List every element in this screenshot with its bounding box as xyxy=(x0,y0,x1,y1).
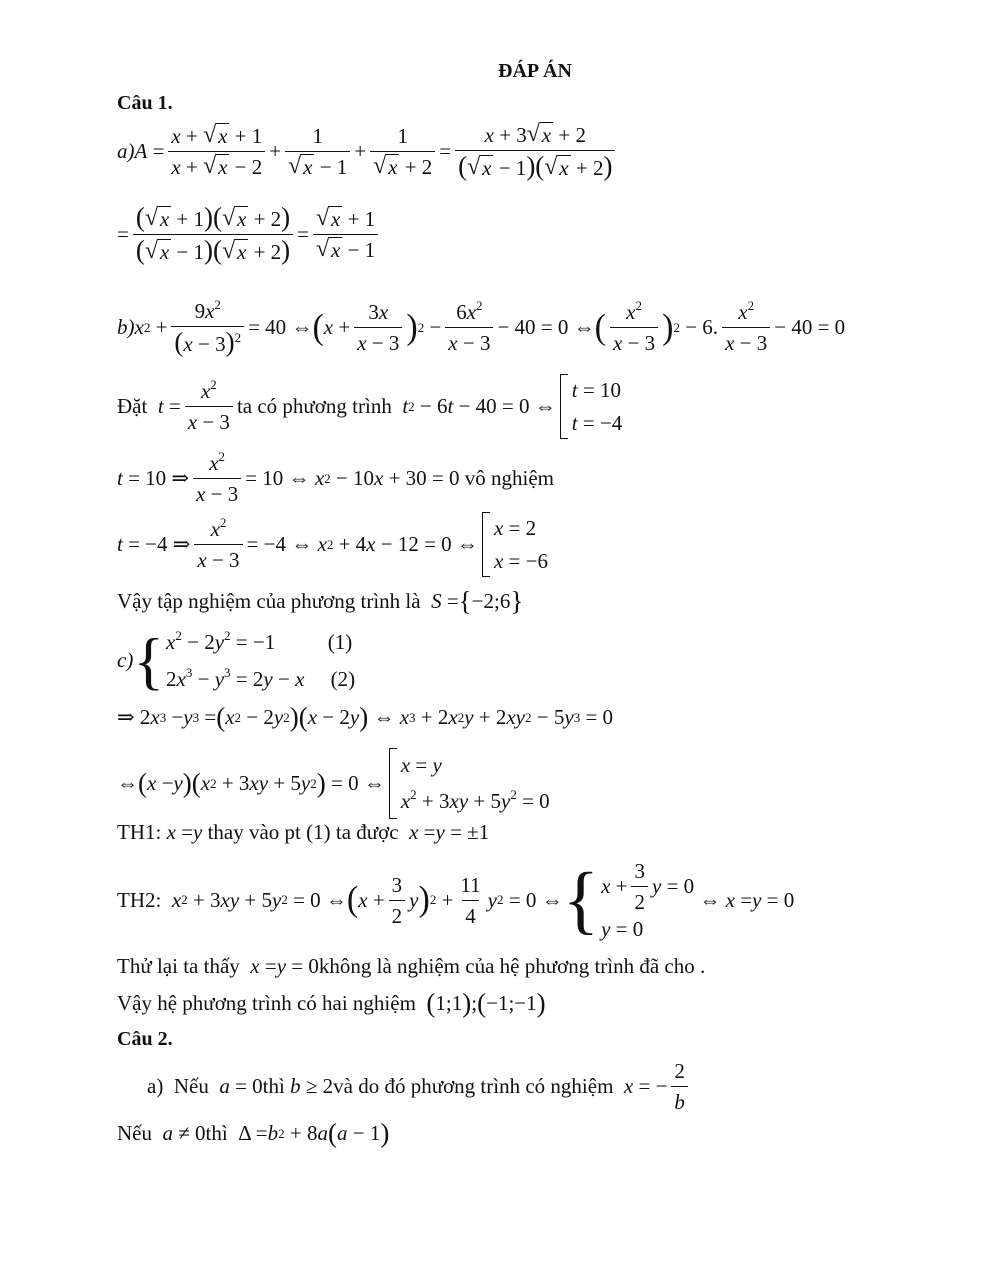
frac-a1: $\frac{x + √ x + 1}{x + √ x - 2}$ xyxy=(168,123,265,181)
eq2-tag: (2) xyxy=(330,666,356,691)
thu-lai-line: Thử lại ta thấy x = y = 0 không là nghiệm của hệ phương trình đã cho . xyxy=(117,954,706,978)
dat-t-line: Đặt t = $\frac{x^2}{x - 3}$ ta có phương trình t 2 − 6 t − 40 = 0 ⇔ t = 10 t = −4 xyxy=(117,374,626,439)
neu2-word: Nếu xyxy=(117,1121,152,1145)
th1-label: TH1: xyxy=(117,820,162,844)
thu-lai-a: Thử lại ta thấy xyxy=(117,954,240,978)
th2-label: TH2: xyxy=(117,887,162,912)
part-b-label: b) xyxy=(117,315,135,340)
eq1-tag: (1) xyxy=(327,630,353,654)
vo-nghiem: vô nghiệm xyxy=(464,466,554,491)
frac-a2: 1 √ x − 1 xyxy=(285,123,350,181)
ket-luan-line: Vậy hệ phương trình có hai nghiệm ( 1;1 ) ; ( −1;−1 ) xyxy=(117,988,546,1018)
tap-nghiem-text: Vậy tập nghiệm của phương trình là xyxy=(117,589,421,613)
cau2-a-line: a) Nếu a = 0 thì b ≥ 2 và do đó phương trình có nghiệm x = − $\frac{2}{b}$ xyxy=(147,1058,692,1116)
th2-line: TH2: x 2 + 3 xy + 5 y 2 = 0 ⇔ ( x + $\frac{3}{2}$ y ) 2 + $\frac{11}{4}$ y 2 = 0 ⇔ { x + $\frac{3}{2}$ y = 0 y = 0 ⇔ x = y = 0 xyxy=(117,858,795,943)
thu-lai-b: không là nghiệm của hệ phương trình đã cho . xyxy=(318,954,706,978)
th1-text: thay vào pt (1) ta được xyxy=(207,820,399,844)
do-do-text: và do đó phương trình có nghiệm xyxy=(333,1074,614,1099)
eq-b-line: b) x 2 + $\frac{9x^2}{(x - 3)^2}$ = 40 ⇔ ( x + $\frac{3x}{x - 3}$ ) 2 − $\frac{6x^2}{x - 3}$ − 40 = 0 ⇔ ( $\frac{x^2}{x - 3}$ ) 2 − 6. $\frac{x^2}{x - 3}$ − 40 = 0 xyxy=(117,297,846,358)
thi-word: thì xyxy=(262,1074,285,1099)
cau2-neu2-line: Nếu a ≠ 0 thì Δ = b 2 + 8 a ( a − 1 ) xyxy=(117,1118,390,1148)
frac-a6: √ x + 1 √ x − 1 xyxy=(313,206,378,264)
ket-luan-text: Vậy hệ phương trình có hai nghiệm xyxy=(117,991,416,1015)
cau1-heading: Câu 1. xyxy=(117,92,173,114)
frac-a4: $\frac{x + 3√ x + 2}{(√ x - 1)(√ x + 2)}$ xyxy=(455,122,615,182)
implies-line: ⇒ 2 x 3 − y 3 = ( x 2 − 2 y 2 )( x − 2 y ) ⇔ x 3 + 2 x 2 y + 2 xy 2 − 5 y 3 = 0 xyxy=(117,702,614,732)
part-c-label: c) xyxy=(117,648,134,673)
dat-word: Đặt xyxy=(117,394,148,419)
eq-a-line1: a) A = $\frac{x + √ x + 1}{x + √ x - 2}$ + 1 √ x − 1 + 1 √ x + 2 = $\frac{x + 3√ x + 2}{(√ x - 1)(√ x + 2)}$ xyxy=(117,122,619,182)
frac-a5: $\frac{(√ x + 1)(√ x + 2)}{(√ x - 1)(√ x + 2)}$ xyxy=(133,204,293,266)
page-title: ĐÁP ÁN xyxy=(498,60,572,82)
thi2-word: thì xyxy=(205,1121,228,1145)
part-a-label: a) xyxy=(117,139,135,164)
t-4-line: t = −4 ⇒ $\frac{x^2}{x - 3}$ = −4 ⇔ x 2 + 4 x − 12 = 0 ⇔ x = 2 x = −6 xyxy=(117,512,552,577)
th1-line: TH1: x = y thay vào pt (1) ta được x = y = ±1 xyxy=(117,820,490,844)
cau2-a-label: a) xyxy=(147,1074,164,1099)
cau2-heading: Câu 2. xyxy=(117,1028,173,1050)
eq-a-line2: = $\frac{(√ x + 1)(√ x + 2)}{(√ x - 1)(√ x + 2)}$ = √ x + 1 √ x − 1 xyxy=(117,204,382,266)
frac-a3: 1 √ x + 2 xyxy=(370,123,435,181)
neu-word: Nếu xyxy=(173,1074,209,1099)
dat-text: ta có phương trình xyxy=(236,394,392,419)
tap-nghiem-line: Vậy tập nghiệm của phương trình là S = { −2;6 } xyxy=(117,586,524,616)
system-c: c) { $x^2 - 2y^2 = -1$ (1) $2x^3 - y^3 = 2y - x$ (2) xyxy=(117,624,356,696)
factor-line: ⇔ ( x − y )( x 2 + 3 xy + 5 y 2 ) = 0 ⇔ x = y $x^2 + 3xy + 5y^2 = 0$ xyxy=(117,748,554,819)
t10-line: t = 10 ⇒ $\frac{x^2}{x - 3}$ = 10 ⇔ x 2 − 10 x + 30 = 0 vô nghiệm xyxy=(117,449,554,507)
